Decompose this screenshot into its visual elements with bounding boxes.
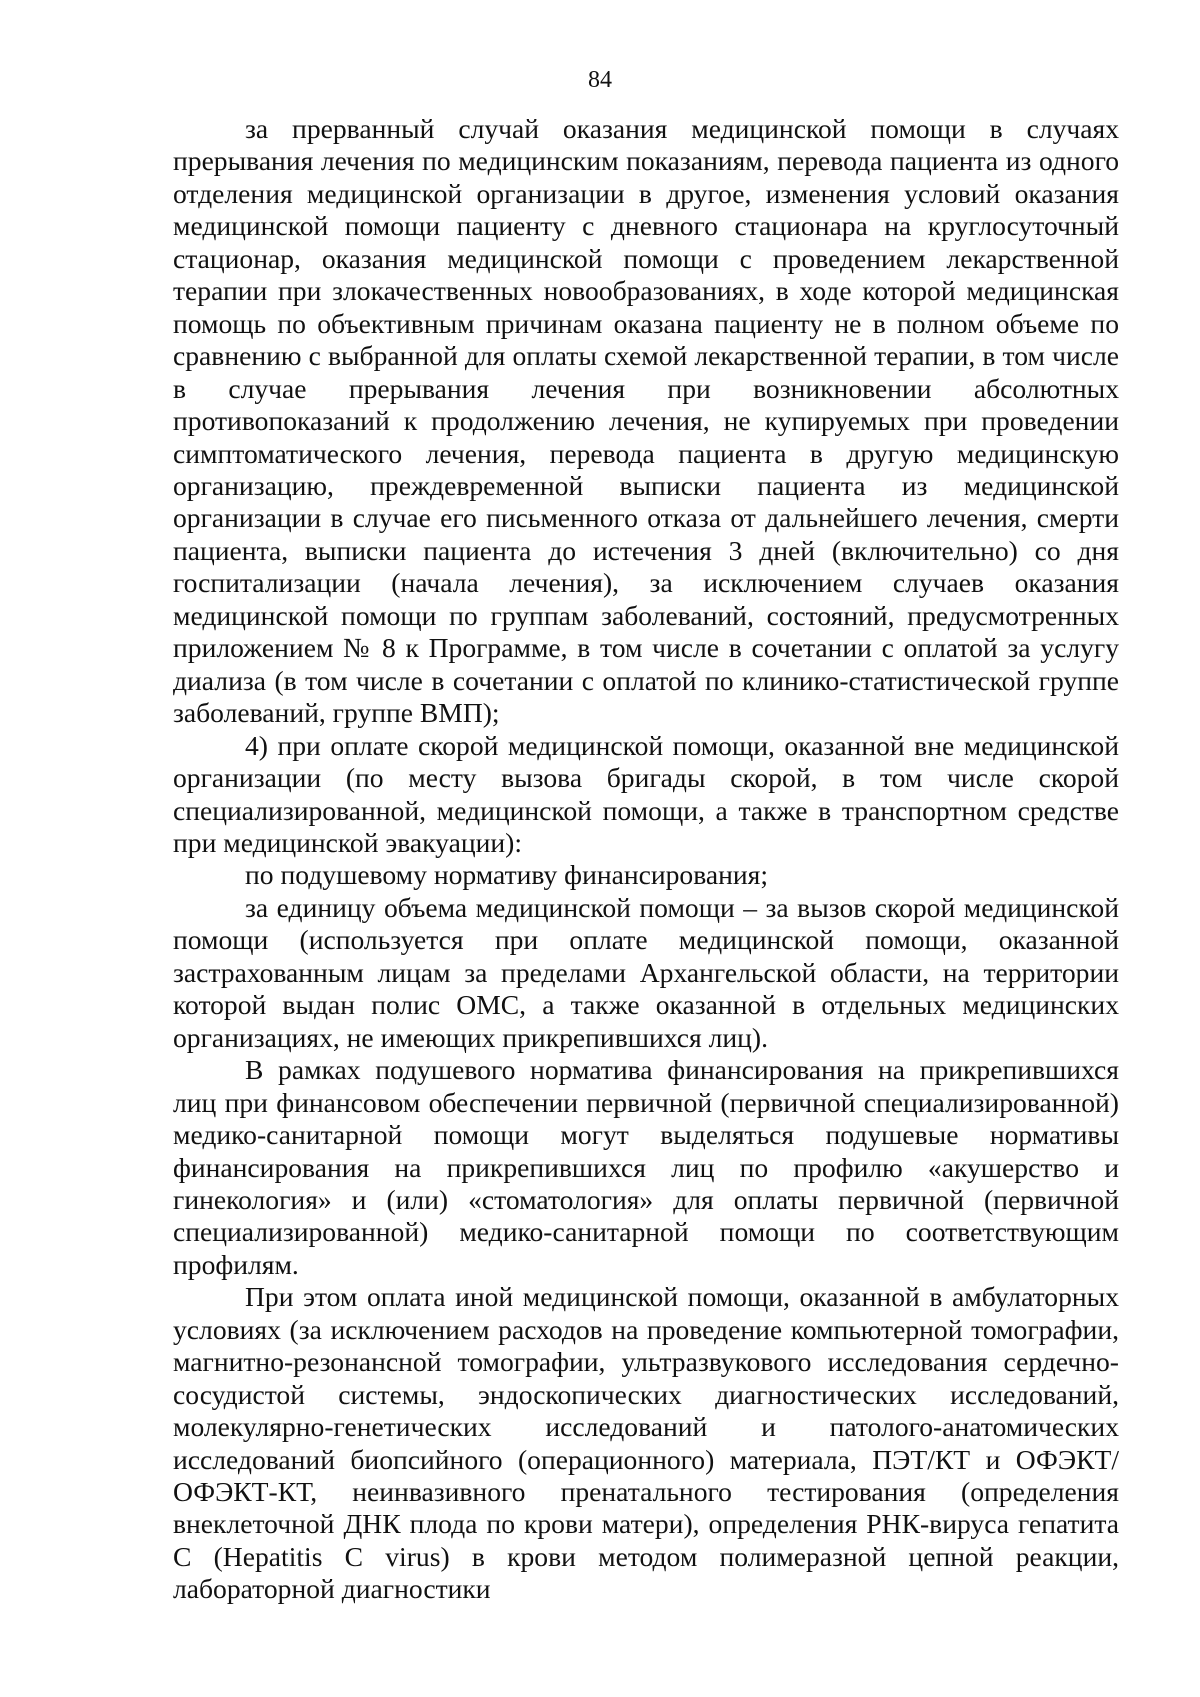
paragraph-interrupted-case: за прерванный случай оказания медицинской помощи в случаях прерывания лечения по медицинским показаниям, перевода пациента из одного отделения медицинской организации в другое, изменения условий оказания медицинской помощи пациенту с дневного стационара на круглосуточный стационар, оказания медицинской помощи с проведением лекарственной терапии при злокачественных новообразованиях, в ходе которой медицинская помощь по объективным причинам оказана пациенту не в полном объеме по сравнению с выбранной для оплаты схемой лекарственной терапии, в том числе в случае прерывания лечения при возникновении абсолютных противопоказаний к продолжению лечения, не купируемых при проведении симптоматического лечения, перевода пациента в другую медицинскую организацию, преждевременной выписки пациента из медицинской организации в случае его письменного отказа от дальнейшего лечения, смерти пациента, выписки пациента до истечения 3 дней (включительно) со дня госпитализации (начала лечения), за исключением случаев оказания медицинской помощи по группам заболеваний, состояний, предусмотренных приложением № 8 к Программе, в том числе в сочетании с оплатой за услугу диализа (в том числе в сочетании с оплатой по клинико-статистической группе заболеваний, группе ВМП); [173, 113, 1119, 729]
paragraph-per-capita-profiles: В рамках подушевого норматива финансирования на прикрепившихся лиц при финансовом обеспечении первичной (первичной специализированной) медико-санитарной помощи могут выделяться подушевые нормативы финансирования на прикрепившихся лиц по профилю «акушерство и гинекология» и (или) «стоматология» для оплаты первичной (первичной специализированной) медико-санитарной помощи по соответствующим профилям. [173, 1054, 1119, 1280]
paragraph-other-outpatient-care: При этом оплата иной медицинской помощи, оказанной в амбулаторных условиях (за исключением расходов на проведение компьютерной томографии, магнитно-резонансной томографии, ультразвукового исследования сердечно-сосудистой системы, эндоскопических диагностических исследований, молекулярно-генетических исследований и патолого-анатомических исследований биопсийного (операционного) материала, ПЭТ/КТ и ОФЭКТ/ОФЭКТ-КТ, неинвазивного пренатального тестирования (определения внеклеточной ДНК плода по крови матери), определения РНК-вируса гепатита C (Hepatitis C virus) в крови методом полимеразной цепной реакции, лабораторной диагностики [173, 1281, 1119, 1605]
page-number: 84 [588, 67, 612, 93]
paragraph-per-unit: за единицу объема медицинской помощи – за вызов скорой медицинской помощи (используется при оплате медицинской помощи, оказанной застрахованным лицам за пределами Архангельской области, на территории которой выдан полис ОМС, а также оказанной в отдельных медицинских организациях, не имеющих прикрепившихся лиц). [173, 891, 1119, 1053]
paragraph-ambulance-payment: 4) при оплате скорой медицинской помощи, оказанной вне медицинской организации (по месту вызова бригады скорой, в том числе скорой специализированной, медицинской помощи, а также в транспортном средстве при медицинской эвакуации): [173, 729, 1119, 858]
paragraph-per-capita: по подушевому нормативу финансирования; [245, 859, 769, 891]
document-body [173, 113, 1119, 1606]
